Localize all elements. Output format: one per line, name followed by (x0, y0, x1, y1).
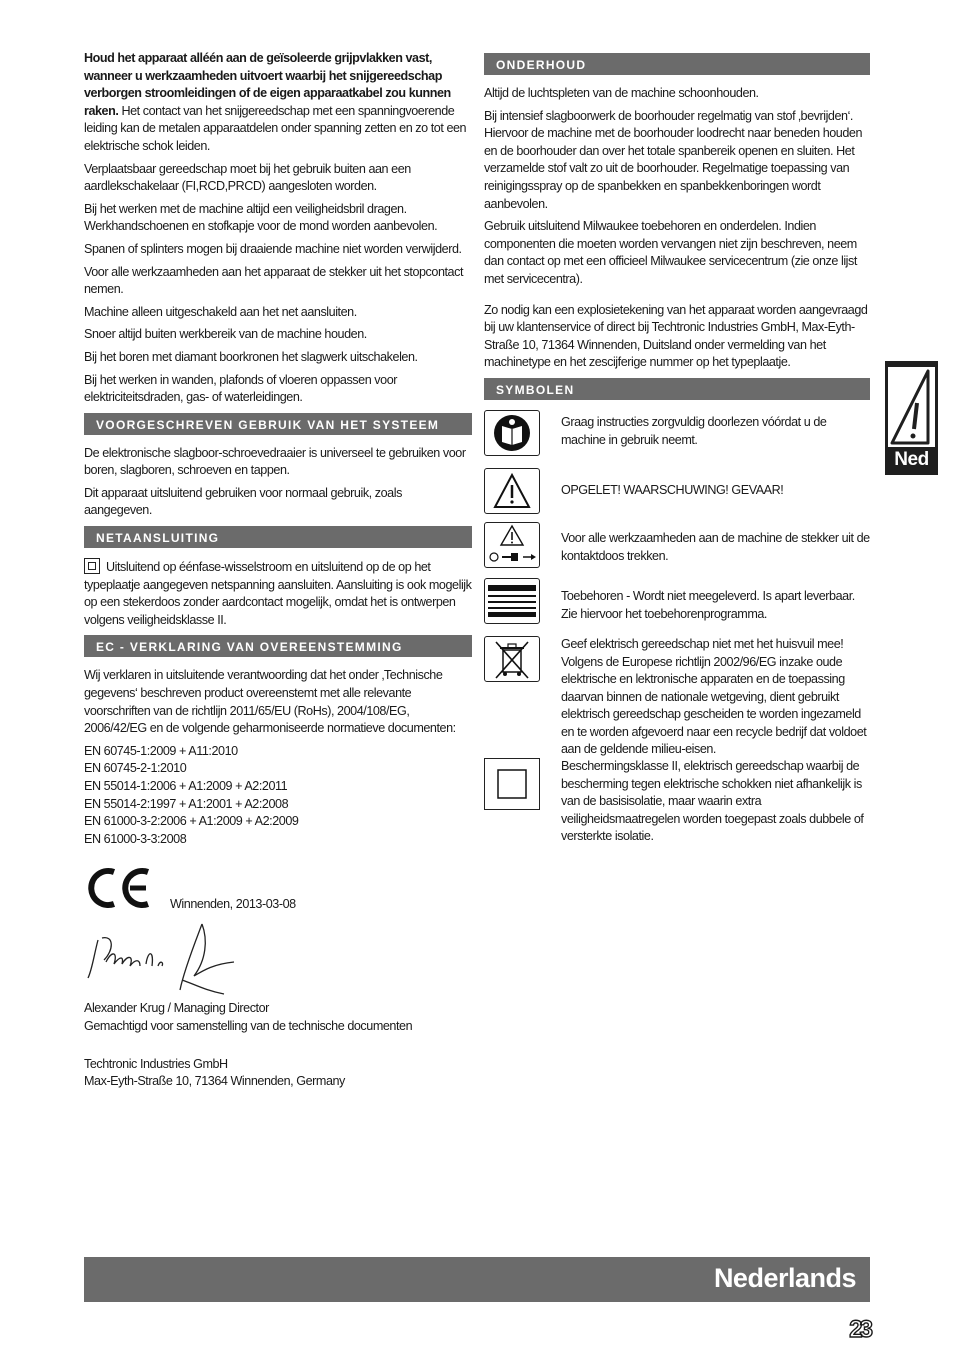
symbol-row (484, 636, 870, 760)
norm-item: EN 60745-1:2009 + A11:2010 (84, 743, 238, 758)
class-ii-icon (484, 758, 540, 810)
intro-bold: Houd het apparaat alléén aan de geïsoleerde grijpvlakken vast, wanneer u werkzaamheden uitvoert waarbij het snijgereedschap verborgen stroomleidingen of de eigen apparaatkabel zou kunnen raken. (84, 51, 451, 118)
safety-paragraph: Verplaatsbaar gereedschap moet bij het gebruik buiten aan een aardlekschakelaar (FI,RCD,PRCD) aangesloten worden. (84, 161, 411, 194)
ce-mark-icon (86, 866, 152, 910)
section-header-ec: EC - VERKLARING VAN OVEREENSTEMMING (84, 635, 472, 657)
symbol-row (484, 522, 870, 578)
norm-item: EN 55014-1:2006 + A1:2009 + A2:2011 (84, 779, 288, 793)
safety-paragraph: Spanen of splinters mogen bij draaiende machine niet worden verwijderd. (84, 241, 462, 256)
place-date: Winnenden, 2013-03-08 (170, 897, 296, 912)
section-header-onderhoud: ONDERHOUD (484, 53, 870, 75)
signature-image (84, 920, 254, 1000)
class-ii-small-icon (84, 558, 100, 574)
norm-item: EN 61000-3-3:2008 (84, 831, 187, 846)
signature (84, 920, 472, 1000)
norm-item: EN 60745-2-1:2010 (84, 761, 187, 776)
signer-role: Gemachtigd voor samenstelling van de technische documenten (84, 1018, 413, 1033)
safety-paragraph: Voor alle werkzaamheden aan het apparaat de stekker uit het stopcontact nemen. (84, 264, 464, 297)
symbol-row (484, 468, 870, 522)
symbol-text: Voor alle werkzaamheden aan de machine de stekker uit de kontaktdoos trekken. (561, 530, 870, 563)
footer-language-bar (84, 1257, 870, 1302)
norms-list (84, 743, 472, 849)
unplug-icon (484, 522, 540, 568)
norm-item: EN 55014-2:1997 + A1:2001 + A2:2008 (84, 796, 289, 811)
ce-row (84, 866, 472, 914)
section-header-symbolen: SYMBOLEN (484, 378, 870, 400)
safety-paragraph: Bij het boren met diamant boorkronen het slagwerk uitschakelen. (84, 349, 418, 364)
gebruik-paragraph: Dit apparaat uitsluitend gebruiken voor normaal gebruik, zoals aangegeven. (84, 485, 402, 518)
safety-paragraph: Snoer altijd buiten werkbereik van de machine houden. (84, 327, 367, 342)
section-header-gebruik: VOORGESCHREVEN GEBRUIK VAN HET SYSTEEM (84, 413, 472, 435)
safety-paragraph: Bij het werken met de machine altijd een veiligheidsbril dragen. Werkhandschoenen en stofkapje voor de mond worden aanbevolen. (84, 201, 438, 234)
page-number: 23 (849, 1316, 870, 1343)
company-name: Techtronic Industries GmbH (84, 1056, 228, 1071)
onderhoud-paragraph: Zo nodig kan een explosietekening van het apparaat worden aangevraagd bij uw klantenservice of direct bij Techtronic Industries GmbH, Max-Eyth-Straße 10, 71364 Winnenden, Duitsland onder vermelding van het machinetype en het zescijferige nummer op het typeplaatje. (484, 302, 868, 370)
symbol-row (484, 758, 870, 858)
safety-paragraph: Bij het werken in wanden, plafonds of vloeren oppassen voor elektriciteitsdraden, gas- of waterleidingen. (84, 372, 397, 405)
footer-language: Nederlands (713, 1263, 856, 1293)
net-text: Uitsluitend op éénfase-wisselstroom en uitsluitend op de op het typeplaatje aangegeven netspanning aansluiten. Aansluiting is ook mogelijk op een stekerdoos zonder aardcontact mogelijk, omdat het is ontwerpen volgens veiligheidsklasse II. (84, 560, 472, 627)
section-header-netaansluiting: NETAANSLUITING (84, 526, 472, 548)
right-column (484, 50, 870, 858)
symbol-text: Beschermingsklasse II, elektrisch gereedschap waarbij de bescherming tegen elektrische schokken niet afhankelijk is van de basisisolatie, maar waarin extra veiligheidsmaatregelen worden toegepast zoals dubbele of versterkte isolatie. (561, 758, 864, 844)
read-manual-icon (484, 410, 540, 456)
side-tab-label: Ned (894, 449, 929, 470)
warning-icon (484, 468, 540, 514)
onderhoud-paragraph: Altijd de luchtspleten van de machine schoonhouden. (484, 86, 759, 100)
warning-tab-icon (888, 367, 935, 447)
net-paragraph (84, 558, 472, 629)
gebruik-paragraph: De elektronische slagboor-schroevedraaier is universeel te gebruiken voor boren, slagboren, schroeven en tappen. (84, 445, 466, 478)
safety-paragraph: Machine alleen uitgeschakeld aan het net aansluiten. (84, 304, 357, 319)
symbol-text: Toebehoren - Wordt niet meegeleverd. Is apart leverbaar. Zie hiervoor het toebehorenprogramma. (561, 588, 855, 621)
symbol-row (484, 410, 870, 468)
language-side-tab (885, 361, 938, 475)
accessories-icon (484, 578, 540, 624)
intro-paragraph (84, 50, 472, 156)
symbol-text: OPGELET! WAARSCHUWING! GEVAAR! (561, 482, 784, 497)
left-column (84, 50, 472, 1091)
onderhoud-paragraph: Bij intensief slagboorwerk de boorhouder regelmatig van stof ‚bevrijden‘. Hiervoor de machine met de boorhouder loodrecht naar beneden houden en de boorhouder dan over het totale spanbereik openen en sluiten. Het verzamelde stof valt zo uit de boorhouder. Regelmatige toepassing van reinigingsspray op de spanbekken en spanbekkenboringen wordt aanbevolen. (484, 108, 863, 211)
company-address: Max-Eyth-Straße 10, 71364 Winnenden, Germany (84, 1074, 345, 1089)
ec-paragraph: Wij verklaren in uitsluitende verantwoording dat het onder ‚Technische gegevens‘ beschreven product overeenstemt met alle relevante voorschriften van de richtlijn 2011/65/EU (RoHs), 2004/108/EG, 2006/42/EG en de volgende geharmoniseerde normatieve documenten: (84, 668, 456, 736)
intro-rest: Het contact van het snijgereedschap met een spanningvoerende leiding kan de metalen apparaatdelen onder spanning zetten en zo tot een elektrische schok leiden. (84, 103, 467, 153)
symbol-text: Geef elektrisch gereedschap niet met het huisvuil mee! Volgens de Europese richtlijn 2002/96/EG inzake oude elektrische en lektronische apparaten en de toepassing daarvan binnen de nationale wetgeving, dient gebruikt elektrisch gereedschap gescheiden te worden ingezameld en te worden afgevoerd naar een recycle bedrijf dat voldoet aan de geldende milieu-eisen. (561, 636, 867, 757)
symbol-row (484, 578, 870, 636)
symbol-text: Graag instructies zorgvuldig doorlezen vóórdat u de machine in gebruik neemt. (561, 414, 827, 447)
norm-item: EN 61000-3-2:2006 + A1:2009 + A2:2009 (84, 814, 299, 829)
signer-name: Alexander Krug / Managing Director (84, 1001, 269, 1016)
onderhoud-paragraph: Gebruik uitsluitend Milwaukee toebehoren en onderdelen. Indien componenten die moeten worden vervangen niet zijn beschreven, neem dan contact op met een officieel Milwaukee servicecentrum (zie onze lijst met servicecentra). (484, 219, 857, 286)
weee-bin-icon (484, 636, 540, 682)
